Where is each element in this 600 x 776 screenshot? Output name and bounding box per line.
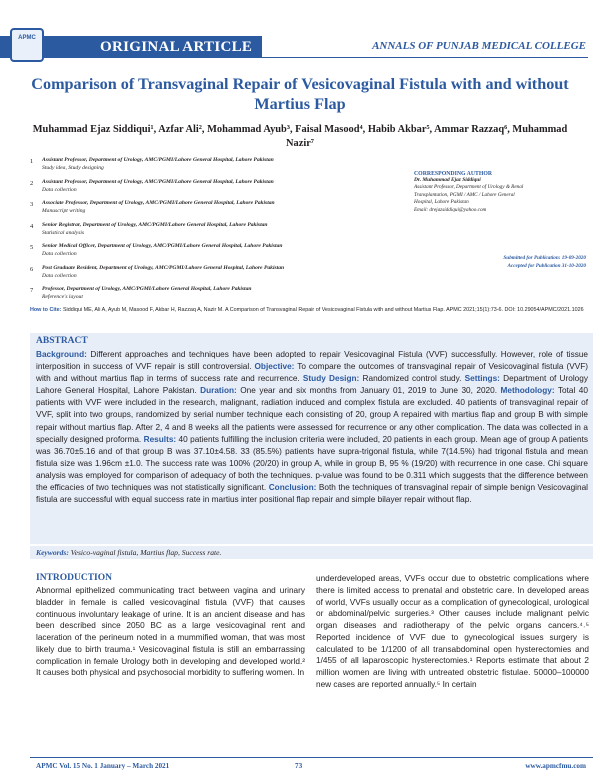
journal-website[interactable]: www.apmcfmu.com — [525, 762, 586, 770]
introduction-heading: INTRODUCTION — [36, 573, 113, 583]
article-title: Comparison of Transvaginal Repair of Vesicovaginal Fistula with and without Martius Flap — [31, 75, 569, 113]
affiliation-item: 1 Assistant Professor, Department of Urology, AMC/PGMI/Lahore General Hospital, Lahore Pakistan Study idea, Study designing — [30, 157, 274, 171]
affiliation-item: 6 Post Graduate Resident, Department of Urology, AMC/PGMI/Lahore General Hospital, Lahore Pakistan Data collection — [30, 264, 285, 279]
affiliation-item: 5 Senior Medical Officer, Department of Urology, AMC/PGMI/Lahore General Hospital, Lahore Pakistan Data collection — [30, 243, 283, 257]
author-list: Muhammad Ejaz Siddiqui¹, Azfar Ali², Mohammad Ayub³, Faisal Masood⁴, Habib Akbar⁵, Ammar Razzaq⁶, Muhammad Nazir⁷ — [32, 124, 568, 149]
header-rule — [262, 57, 588, 58]
affiliation-item: 7 Professor, Department of Urology, AMC/PGMI/Lahore General Hospital, Lahore Pakistan Reference's layout — [30, 286, 252, 300]
footer-issue: APMC Vol. 15 No. 1 January – March 2021 — [36, 762, 170, 770]
page-number: 73 — [295, 762, 303, 770]
abstract-body: Background: Different approaches and techniques have been adopted to repair Vesicovaginal Fistula (VVF) successfully. However, role of tissue interposition in success of VVF repair is still controversial. Objective: To compare the outcomes of transvaginal repair of Vesicovaginal fistula (VVF) with and without martius flap in terms of success rate and recurrence. Study Design: Randomized control study. Settings: Department of Urology Lahore General Hospital, Lahore Pakistan. Duration: One year and six months from January 01, 2019 to June 30, 2020. Methodology: Total 40 patients with VVF were included in the research, malignant, radiation induced and complex fistula are excluded. 40 patients of transvaginal repair of VVF, split into two groups, randomized by serial number technique each consisting of 20, group A repaired with martius flap and group B with simple repair without martius flap. After 2, 4 and 8 weeks all the patients were assessed for recurrence or any other complication. The data was collected in a specially designed proforma. Results: 40 patients fulfilling the inclusion criteria were included, 20 patients in each group. Mean age of group A patients was 36.70±5.16 and of that group B was 37.10±4.58. 33 (85.5%) patients have supra-trigonal fistula, while 7(14.5%) had trigonal fistula and mean fistula size was 1.96cm ±1.0. The success rate was 100% (20/20) in group A, while in group B, 95 % (19/20) with recurrence in one case. Chi square analysis was employed for comparison of adequacy of both the techniques. p-value was found to be 0.311 which suggests that the difference between the efficacies of two techniques was not statistically significant. Conclusion: Both the techniques of transvaginal repair of simple benign Vesicovaginal fistula are successful with equal success rate in martius inter positional flap repair and simple bilayer repair without flap. — [36, 350, 589, 505]
corresponding-author: CORRESPONDING AUTHOR Dr. Muhammad Ejaz Siddiqui Assistant Professor, Department of Urology & Renal Transplantation, PGMI / AMC / Lahore General Hospital, Lahore Pakistan Email: drejazsiddiqui@yahoo.com — [414, 171, 594, 214]
affiliation-item: 3 Associate Professor, Department of Urology, AMC/PGMI/Lahore General Hospital, Lahore Pakistan Manuscript writing — [30, 200, 275, 214]
submission-dates: Submitted for Publication: 19-09-2020 Accepted for Publication 31-10-2020 — [503, 255, 586, 269]
abstract-heading: ABSTRACT — [36, 336, 88, 346]
journal-logo: APMC — [10, 28, 44, 62]
section-label: ORIGINAL ARTICLE — [100, 39, 253, 55]
journal-name: ANNALS OF PUNJAB MEDICAL COLLEGE — [372, 40, 586, 52]
introduction-column-2: underdeveloped areas, VVFs occur due to obstetric complications where there is limited access to prenatal and obstetric care. In developed areas of world, VVFs usually occur as a complication of gynecological, urological or abdominal/pelvic surgeries.³ Other causes include malignant pelvic organ diseases and radiotherapy of the pelvic organs cancers.⁴˒⁵ Reported incidence of VVF due to gynecological issues surgery is calculated to be 1/1200 of all transabdominal open hysterectomies and 1/455 of all laparoscopic hysterectomies.¹ Reports estimate that about 2 million women are living with untreated obstetric fistulae. 50000–100000 new cases are reported annually.⁵ In certain — [316, 574, 589, 689]
introduction-column-1: Abnormal epithelized communicating tract between vagina and urinary bladder in female is called vesicovaginal fistula (VVF) that causes continuous involuntary leakage of urine. It is an ancient disease and has been described since 2050 BC as a large vesicovaginal rent and laceration of the perineum noted in a mummified woman, that was most likely due to birth trauma.¹ Vesicovaginal fistula is still an embarrassing complication in female Urology both in developing and developed world.² It causes both physical and psychosocial morbidity to suffering women. In — [36, 586, 305, 678]
footer-rule — [30, 757, 593, 758]
affiliations — [30, 156, 415, 307]
keywords: Keywords: Vesico-vaginal fistula, Martius flap, Success rate. — [36, 548, 222, 557]
author-email[interactable]: Email: drejazsiddiqui@yahoo.com — [414, 206, 487, 213]
affiliation-item: 2 Assistant Professor, Department of Urology, AMC/PGMI/Lahore General Hospital, Lahore Pakistan Data collection — [30, 178, 274, 193]
how-to-cite: How to Cite: Siddiqui ME, Ali A, Ayub M, Masood F, Akbar H, Razzaq A, Nazir M. A Comparison of Transvaginal Repair of Vesicovaginal Fistula with and without Martius Flap. APMC 2021;15(1):73-6. DOI: 10.29054/APMC/2021.1026 — [30, 307, 584, 313]
affiliation-item: 4 Senior Registrar, Department of Urology, AMC/PGMI/Lahore General Hospital, Lahore Pakistan Statistical analysis — [30, 221, 268, 236]
